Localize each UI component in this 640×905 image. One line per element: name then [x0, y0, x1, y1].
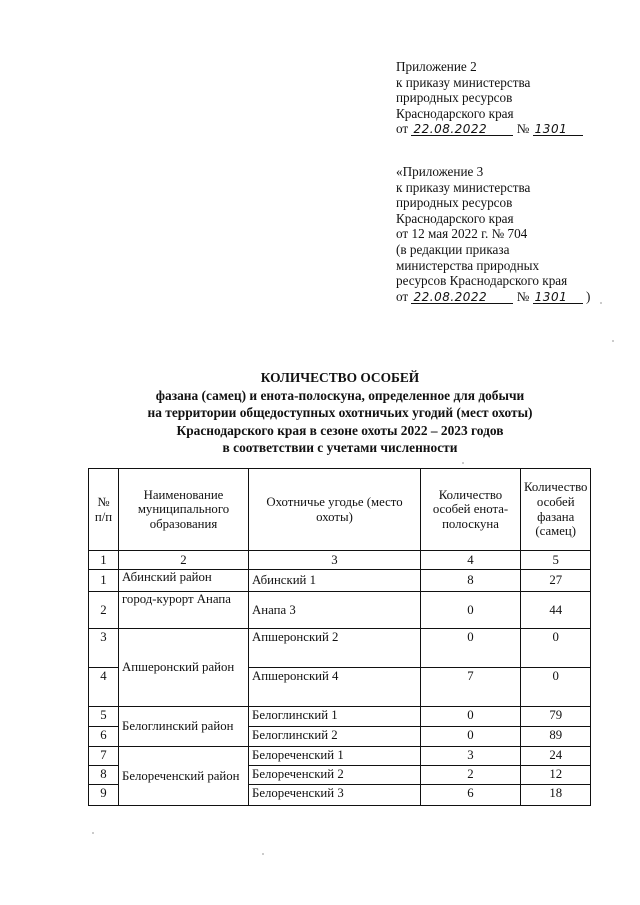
appendix-3-block: [396, 164, 590, 304]
hunting-ground-cell: Абинский 1: [249, 570, 421, 592]
appendix-3-edition-region: ресурсов Краснодарского края: [396, 273, 568, 289]
appendix-3-order-line: к приказу министерства: [396, 179, 531, 195]
hunting-ground-cell: Апшеронский 2: [249, 629, 421, 668]
table-row: [89, 592, 591, 629]
raccoon-count-cell: 8: [421, 570, 521, 592]
appendix-2-region-line: Краснодарского края: [396, 105, 514, 121]
hunting-ground-cell: Белоглинский 2: [249, 727, 421, 747]
date-prefix: от: [396, 288, 409, 304]
pheasant-count-cell: 0: [521, 668, 591, 707]
appendix-2-date-line: [396, 121, 583, 137]
hunting-ground-cell: Апшеронский 4: [249, 668, 421, 707]
appendix-3-ministry-line: природных ресурсов: [396, 195, 513, 211]
raccoon-count-cell: 6: [421, 785, 521, 806]
municipality-cell: город-курорт Анапа: [119, 592, 249, 629]
pheasant-count-cell: 44: [521, 592, 591, 629]
number-sign: №: [516, 288, 530, 304]
closing-parenthesis: ): [585, 288, 591, 304]
number-sign: №: [516, 121, 530, 137]
row-number: 6: [89, 727, 119, 747]
document-heading: [40, 369, 640, 457]
appendix-3-title: «Приложение 3: [396, 164, 484, 179]
header-raccoon: Количество особей енота-полоскуна: [421, 469, 521, 551]
heading-line-2: фазана (самец) и енота-полоскуна, определенное для добычи: [155, 387, 525, 403]
hunting-ground-cell: Белореченский 3: [249, 785, 421, 806]
appendix-2-title: Приложение 2: [396, 59, 477, 74]
date-prefix: от: [396, 121, 409, 137]
appendix-3-original-date: от 12 мая 2022 г. № 704: [396, 226, 528, 242]
heading-line-3: на территории общедоступных охотничьих угодий (мест охоты): [147, 405, 533, 420]
column-number: 1: [89, 551, 119, 570]
scan-speck: [462, 462, 464, 464]
number-underline: [533, 123, 583, 136]
table-body: [89, 551, 591, 806]
scan-speck: [262, 853, 264, 855]
hunting-ground-cell: Анапа 3: [249, 592, 421, 629]
appendix-3-region-line: Краснодарского края: [396, 210, 514, 226]
handwritten-date: 22.08.2022: [413, 289, 488, 304]
header-row: [89, 469, 591, 551]
column-number: 3: [249, 551, 421, 570]
row-number: 7: [89, 747, 119, 766]
column-number: 5: [521, 551, 591, 570]
raccoon-count-cell: 0: [421, 629, 521, 668]
row-number: 2: [89, 592, 119, 629]
column-number: 2: [119, 551, 249, 570]
table-row: [89, 570, 591, 592]
row-number: 8: [89, 766, 119, 785]
appendix-2-order-line: к приказу министерства: [396, 74, 531, 90]
raccoon-count-cell: 7: [421, 668, 521, 707]
date-underline: [411, 291, 513, 304]
table-row: [89, 747, 591, 766]
row-number: 1: [89, 570, 119, 592]
scan-speck: [92, 832, 94, 834]
scan-speck: [600, 302, 602, 304]
date-underline: [411, 123, 513, 136]
pheasant-count-cell: 12: [521, 766, 591, 785]
column-number-row: [89, 551, 591, 570]
table-row: [89, 707, 591, 727]
pheasant-count-cell: 18: [521, 785, 591, 806]
heading-title: КОЛИЧЕСТВО ОСОБЕЙ: [260, 370, 420, 385]
row-number: 9: [89, 785, 119, 806]
row-number: 3: [89, 629, 119, 668]
row-number: 4: [89, 668, 119, 707]
table-row: [89, 629, 591, 668]
appendix-2-block: [396, 59, 583, 137]
scan-speck: [612, 340, 614, 342]
raccoon-count-cell: 2: [421, 766, 521, 785]
municipality-cell: Белоглинский район: [119, 707, 249, 747]
header-municipality: Наименование муниципального образования: [119, 469, 249, 551]
raccoon-count-cell: 3: [421, 747, 521, 766]
quota-table: [88, 468, 591, 806]
header-pheasant: Количество особей фазана (самец): [521, 469, 591, 551]
pheasant-count-cell: 89: [521, 727, 591, 747]
handwritten-date: 22.08.2022: [413, 122, 488, 137]
pheasant-count-cell: 0: [521, 629, 591, 668]
municipality-cell: Апшеронский район: [119, 629, 249, 707]
pheasant-count-cell: 24: [521, 747, 591, 766]
municipality-cell: Белореченский район: [119, 747, 249, 806]
column-number: 4: [421, 551, 521, 570]
number-underline: [533, 291, 583, 304]
pheasant-count-cell: 27: [521, 570, 591, 592]
appendix-3-edition-line: (в редакции приказа: [396, 241, 510, 257]
header-ground: Охотничье угодье (место охоты): [249, 469, 421, 551]
hunting-ground-cell: Белореченский 2: [249, 766, 421, 785]
appendix-2-ministry-line: природных ресурсов: [396, 90, 513, 106]
handwritten-number: 1301: [534, 122, 568, 137]
header-num: № п/п: [89, 469, 119, 551]
appendix-3-edition-ministry: министерства природных: [396, 257, 540, 273]
pheasant-count-cell: 79: [521, 707, 591, 727]
raccoon-count-cell: 0: [421, 592, 521, 629]
raccoon-count-cell: 0: [421, 707, 521, 727]
row-number: 5: [89, 707, 119, 727]
heading-line-5: в соответствии с учетами численности: [222, 440, 458, 455]
municipality-cell: Абинский район: [119, 570, 249, 592]
raccoon-count-cell: 0: [421, 727, 521, 747]
hunting-ground-cell: Белоглинский 1: [249, 707, 421, 727]
hunting-ground-cell: Белореченский 1: [249, 747, 421, 766]
heading-line-4: Краснодарского края в сезоне охоты 2022 – 2023 годов: [176, 422, 504, 438]
appendix-3-date-line: [396, 289, 590, 305]
handwritten-number: 1301: [534, 289, 568, 304]
